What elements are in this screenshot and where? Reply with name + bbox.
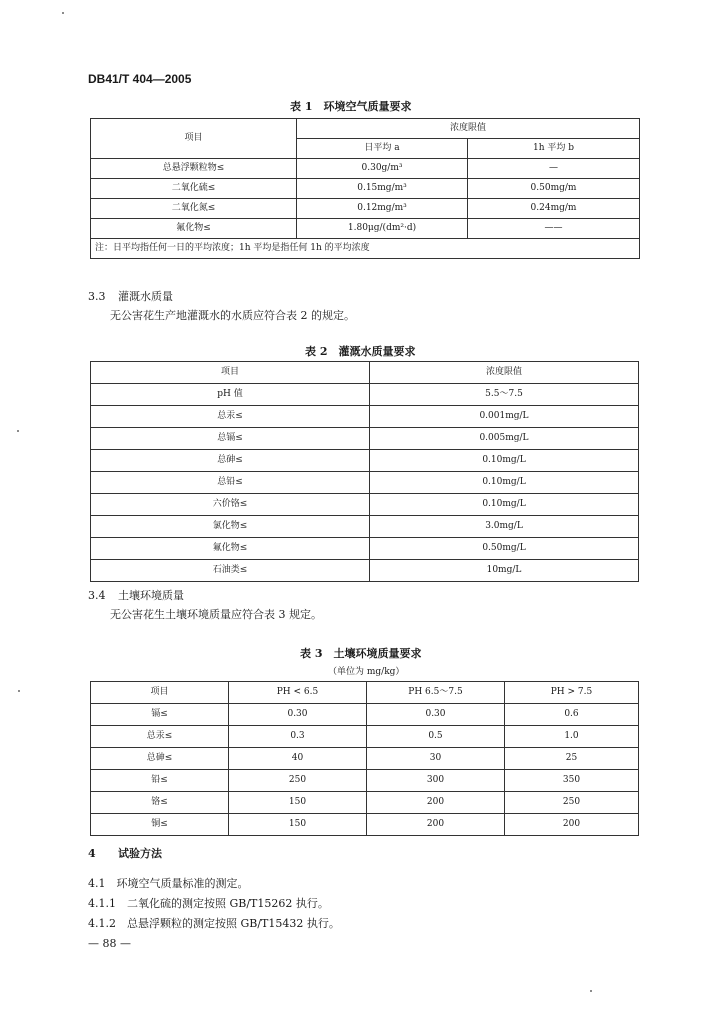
scan-speck [18,690,20,692]
table2-cell: 总铅≤ [91,472,370,494]
table-row [91,748,639,770]
table3-cell: 铬≤ [91,792,229,814]
table3-header-ph-mid: PH 6.5～7.5 [367,682,505,704]
table-row [91,814,639,836]
table3-cell: 0.30 [367,704,505,726]
table3-header-ph-high: PH > 7.5 [505,682,639,704]
page-number: — 88 — [88,937,131,950]
table3-cell: 25 [505,748,639,770]
table2-cell: 总镉≤ [91,428,370,450]
section-3-3-body: 无公害花生产地灌溉水的水质应符合表 2 的规定。 [110,309,355,322]
table2-cell: 总砷≤ [91,450,370,472]
table2-cell: 3.0mg/L [370,516,639,538]
clause-4-1-1: 4.1.1 二氧化硫的测定按照 GB/T15262 执行。 [88,897,329,910]
table2-cell: 氟化物≤ [91,538,370,560]
table1-header-hourly: 1h 平均 b [468,139,640,159]
table-row [91,450,639,472]
table-row [91,792,639,814]
table2-cell: 总汞≤ [91,406,370,428]
table3-cell: 镉≤ [91,704,229,726]
table1-header-limit: 浓度限值 [297,119,640,139]
table-row [91,406,639,428]
section-title: 试验方法 [118,847,162,860]
table2-irrigation-water [90,361,639,582]
table3-cell: 40 [229,748,367,770]
table3-cell: 0.30 [229,704,367,726]
table1-cell: 1.80μg/(dm²·d) [297,219,468,239]
table2-header-limit: 浓度限值 [370,362,639,384]
table3-cell: 250 [229,770,367,792]
table3-unit: （单位为 mg/kg） [328,667,405,677]
table2-cell: 0.10mg/L [370,450,639,472]
table-row [91,560,639,582]
table1-header-daily: 日平均 a [297,139,468,159]
table1-cell: 0.30g/m³ [297,159,468,179]
table2-cell: 0.50mg/L [370,538,639,560]
table3-title: 表 3 土壤环境质量要求 [300,647,422,660]
table-row [91,538,639,560]
table-row [91,219,640,239]
table3-cell: 0.3 [229,726,367,748]
table2-cell: 0.005mg/L [370,428,639,450]
table-row [91,770,639,792]
table1-cell: 二氧化硫≤ [91,179,297,199]
section-number: 3.4 [88,589,106,602]
document-code: DB41/T 404—2005 [88,72,192,86]
table-row [91,179,640,199]
section-number: 3.3 [88,290,106,303]
table3-cell: 250 [505,792,639,814]
section-3-4-body: 无公害花生土壤环境质量应符合表 3 规定。 [110,608,322,621]
table2-header-item: 项目 [91,362,370,384]
table1-cell: — [468,159,640,179]
table1-title: 表 1 环境空气质量要求 [290,100,412,113]
table3-cell: 150 [229,792,367,814]
clause-4-1: 4.1 环境空气质量标准的测定。 [88,877,249,890]
table3-cell: 0.5 [367,726,505,748]
table2-cell: 氯化物≤ [91,516,370,538]
table3-cell: 350 [505,770,639,792]
table3-cell: 300 [367,770,505,792]
table3-cell: 0.6 [505,704,639,726]
table-row [91,428,639,450]
table3-cell: 铅≤ [91,770,229,792]
table2-cell: 5.5～7.5 [370,384,639,406]
table1-air-quality [90,118,640,259]
section-title: 灌溉水质量 [118,290,173,303]
table3-cell: 150 [229,814,367,836]
table3-cell: 铜≤ [91,814,229,836]
table-row [91,516,639,538]
table1-cell: 氟化物≤ [91,219,297,239]
table3-cell: 200 [367,792,505,814]
table3-cell: 30 [367,748,505,770]
table1-note: 注：日平均指任何一日的平均浓度；1h 平均是指任何 1h 的平均浓度 [91,239,640,259]
scan-speck [590,990,592,992]
table2-cell: 六价铬≤ [91,494,370,516]
table3-header-ph-low: PH < 6.5 [229,682,367,704]
table-row [91,199,640,219]
table-row [91,704,639,726]
table3-cell: 总砷≤ [91,748,229,770]
table-row [91,472,639,494]
section-number: 4 [88,847,96,860]
table3-cell: 200 [505,814,639,836]
table3-cell: 1.0 [505,726,639,748]
table3-header-item: 项目 [91,682,229,704]
section-4-heading [88,845,162,861]
scan-speck [17,430,19,432]
table1-header-item: 项目 [91,119,297,159]
table2-cell: 0.10mg/L [370,472,639,494]
table3-cell: 200 [367,814,505,836]
table1-cell: —— [468,219,640,239]
table2-cell: 石油类≤ [91,560,370,582]
table-row [91,384,639,406]
table2-cell: pH 值 [91,384,370,406]
table1-cell: 总悬浮颗粒物≤ [91,159,297,179]
section-title: 土壤环境质量 [118,589,184,602]
table3-cell: 总汞≤ [91,726,229,748]
table2-cell: 10mg/L [370,560,639,582]
table1-cell: 0.12mg/m³ [297,199,468,219]
table2-cell: 0.001mg/L [370,406,639,428]
table-row [91,726,639,748]
table3-soil-quality [90,681,639,836]
table1-cell: 0.50mg/m [468,179,640,199]
table1-cell: 二氧化氮≤ [91,199,297,219]
table-row [91,494,639,516]
clause-4-1-2: 4.1.2 总悬浮颗粒的测定按照 GB/T15432 执行。 [88,917,340,930]
table1-cell: 0.24mg/m [468,199,640,219]
section-3-3-heading [88,288,173,304]
scan-speck [62,12,64,14]
table2-cell: 0.10mg/L [370,494,639,516]
table1-cell: 0.15mg/m³ [297,179,468,199]
table2-title: 表 2 灌溉水质量要求 [305,345,416,358]
section-3-4-heading [88,587,184,603]
table-row [91,159,640,179]
